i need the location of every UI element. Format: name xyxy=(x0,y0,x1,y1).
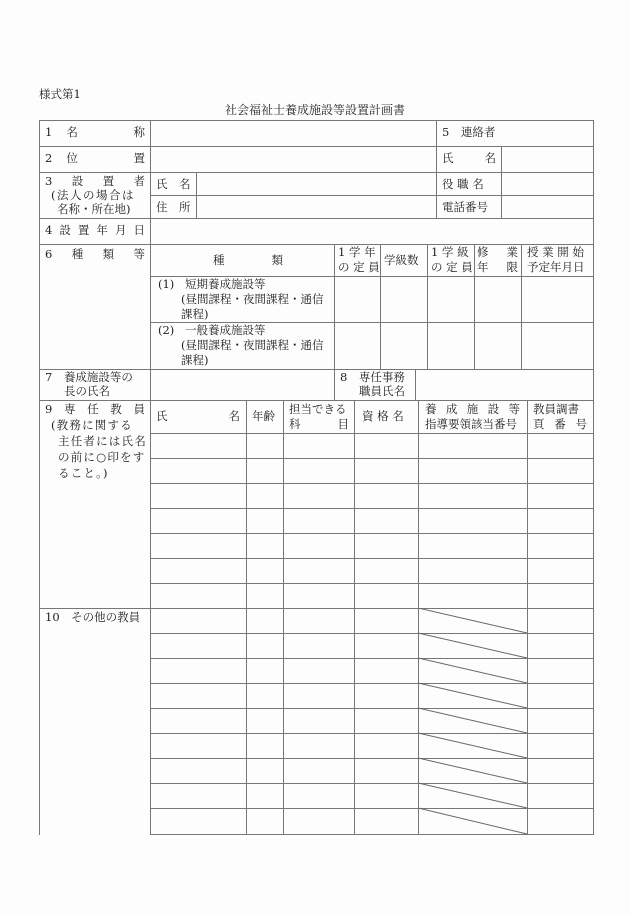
founder-name-label: 氏 名 xyxy=(156,177,191,191)
document-title: 社会福祉士養成施設等設置計画書 xyxy=(225,103,406,117)
capacity-per-year-header-2: の 定 員 xyxy=(338,260,380,274)
type2-num: (2) xyxy=(158,323,175,337)
contact-header: 5 連絡者 xyxy=(442,125,496,139)
section9-note-2: 主任者には氏名 xyxy=(58,434,147,448)
section10-label: 10 その他の教員 xyxy=(45,610,141,624)
years-header-1: 修 業 xyxy=(477,245,518,259)
section7-label-1: 7 養成施設等の xyxy=(45,370,133,384)
office-staff-name-field[interactable] xyxy=(416,370,593,400)
years-header-2: 年 限 xyxy=(477,260,518,274)
teacher-name-header: 氏 名 xyxy=(156,409,240,423)
subjects-header-1: 担当できる xyxy=(289,402,347,416)
fulltime-teacher-rows[interactable] xyxy=(151,434,593,608)
section4-label: 4 設 置 年 月 日 xyxy=(45,223,145,237)
section6-label: 6 種 類 等 xyxy=(45,247,145,261)
contact-name-field[interactable] xyxy=(502,147,593,172)
qualification-header: 資 格 名 xyxy=(362,409,404,423)
type2-courses-end: 課程) xyxy=(181,353,209,367)
guideline-header-1: 養 成 施 設 等 xyxy=(425,402,520,416)
form-id: 様式第1 xyxy=(39,87,81,101)
contact-phone-label: 電話番号 xyxy=(442,200,488,214)
founder-address-field[interactable] xyxy=(197,196,435,218)
type1-name: 短期養成施設等 xyxy=(185,277,266,291)
location-field[interactable] xyxy=(151,147,435,172)
type1-courses-end: 課程) xyxy=(181,307,209,321)
section9-note-3: の前に○印をす xyxy=(58,450,146,464)
type2-name: 一般養成施設等 xyxy=(185,323,266,337)
section2-label: 2 位 置 xyxy=(45,151,145,165)
contact-position-field[interactable] xyxy=(502,173,593,195)
capacity-per-year-header-1: 1 学 年 xyxy=(338,245,376,259)
section3-note-1: (法人の場合は xyxy=(51,188,135,202)
page-header-2: 頁 番 号 xyxy=(533,417,587,431)
section8-label-1: 8 専任事務 xyxy=(340,370,405,384)
section3-note-2: 名称・所在地) xyxy=(57,202,131,216)
capacity-per-class-header-1: 1 学 級 xyxy=(431,245,469,259)
type1-num: (1) xyxy=(158,277,175,291)
start-date-header-2: 予定年月日 xyxy=(527,260,585,274)
director-name-field[interactable] xyxy=(151,370,334,400)
section1-label: 1 名 称 xyxy=(45,125,145,139)
section8-label-2: 職員氏名 xyxy=(359,384,405,398)
section9-note-1: (教務に関する xyxy=(51,418,133,432)
contact-position-label: 役 職 名 xyxy=(442,177,484,191)
type1-courses: (昼間課程・夜間課程・通信 xyxy=(181,292,324,306)
capacity-per-class-header-2: の 定 員 xyxy=(431,260,473,274)
founder-name-field[interactable] xyxy=(197,173,435,195)
established-date-field[interactable] xyxy=(151,219,593,244)
section9-note-4: ること。) xyxy=(58,466,109,480)
other-teacher-rows[interactable] xyxy=(151,609,593,834)
page-header-1: 教員調書 xyxy=(533,402,579,416)
guideline-header-2: 指導要領該当番号 xyxy=(425,417,517,431)
founder-address-label: 住 所 xyxy=(156,200,191,214)
type2-courses: (昼間課程・夜間課程・通信 xyxy=(181,338,324,352)
type-header: 種 類 xyxy=(213,253,283,267)
class-count-header: 学級数 xyxy=(384,253,419,267)
section9-label: 9 専 任 教 員 xyxy=(45,402,145,416)
section3-label: 3 設 置 者 xyxy=(45,174,145,188)
name-field[interactable] xyxy=(151,121,435,146)
contact-phone-field[interactable] xyxy=(502,196,593,218)
section7-label-2: 長の氏名 xyxy=(64,384,110,398)
subjects-header-2: 科 目 xyxy=(289,417,349,431)
age-header: 年齢 xyxy=(252,409,275,423)
contact-name-label: 氏 名 xyxy=(442,151,496,165)
start-date-header-1: 授 業 開 始 xyxy=(527,245,584,259)
